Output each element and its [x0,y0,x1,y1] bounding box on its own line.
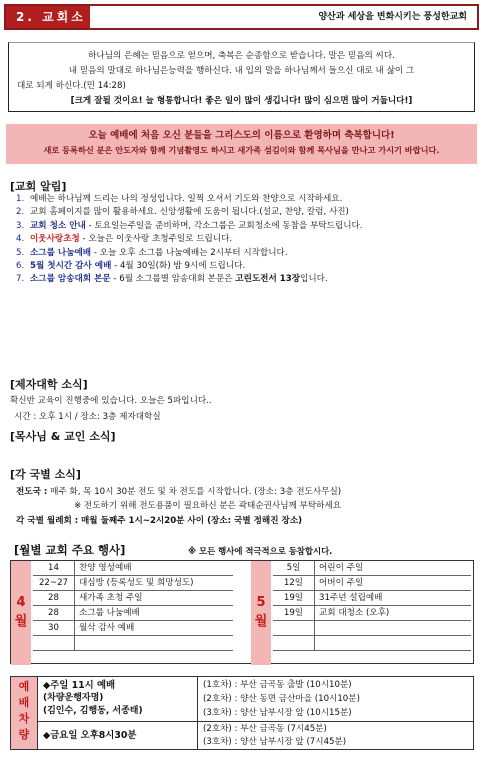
mission-line: 각 국별 월례회 : 매월 둘째주 1시~2시20분 사이 (장소: 국별 정해진 장소) [16,516,303,526]
disciple-line: 시간 : 오후 1시 / 장소: 3층 제자대학실 [14,412,161,422]
mission-line: 전도국 : 매주 화, 목 10시 30분 전도 및 차 전도를 시작합니다. (장소: 3층 전도사무실) [16,487,342,497]
table-row: 5일 어린이 주일 [273,561,471,576]
mission-note: ※ 전도하기 위해 전도용품이 필요하신 분은 곽태순권사님께 부탁하세요 [74,501,342,511]
section-tag: 2. 교회소식 [6,6,90,28]
table-row: 22~27 대심방 (등록성도 및 희망성도) [33,576,233,591]
table-row [273,621,471,636]
sunday-service-title: ◆주일 11시 예배 [43,680,116,691]
route-item: (1호차) : 부산 금곡동 출발 (10시10분) [203,680,352,690]
verse-line: 하나님의 은혜는 믿음으로 얻으며, 축복은 순종함으로 받습니다. 말은 믿음의 씨다. [88,51,395,61]
verse-motto: [크게 잘될 것이요! 늘 형통합니다! 좋은 일이 많이 생깁니다! 많이 심으면 많이 거둡니다!] [70,96,413,106]
disciple-line: 확신반 교육이 진행중에 있습니다. 오늘은 5파입니다.. [10,396,212,406]
schedule-table [10,560,474,664]
news-list [16,193,476,287]
route-item: (3호차) : 양산 남부시장 앞 (10시15분) [203,708,352,718]
schedule-note: ※ 모든 행사에 적극적으로 동참합시다. [188,546,333,556]
pastor-title: [목사님 & 교인 소식] [10,430,116,443]
table-row: 19일 31주년 설립예배 [273,591,471,606]
route-item: (2호차) : 부산 금곡동 (7시45분) [203,724,327,734]
table-row: 30 월삭 감사 예배 [33,621,233,636]
table-row [273,636,471,651]
vehicle-label: 예 배 차 량 [11,677,37,749]
list-item: 6. 5월 첫시간 감사 예배 - 4월 30일(화) 밤 9시에 드립니다. [16,261,246,272]
driver-names: (김인수, 김행동, 서종태) [43,706,143,716]
table-row: 14 찬양 영성예배 [33,561,233,576]
news-title: [교회 알림] [10,180,67,193]
list-item: 4. 이웃사랑초청 - 오늘은 이웃사랑 초청주일로 드립니다. [16,234,233,245]
table-row: 28 새가족 초청 주일 [33,591,233,606]
mission-title: [각 국별 소식] [10,468,81,481]
month-label-april: 4 월 [11,561,31,665]
route-item: (2호차) : 양산 동면 금산마을 (10시10분) [203,694,360,704]
section-header [4,4,479,46]
verse-line: 대로 되게 하신다.(민 14:28) [17,81,126,91]
list-item: 2. 교회 홈페이지를 많이 활용하세요. 신앙생활에 도움이 됩니다.(설교, 찬양, 칼럼, 사진) [16,207,349,218]
church-slogan: 양산과 세상을 변화시키는 풍성한교회 [318,12,467,22]
vehicle-table [10,676,474,750]
welcome-line: 새로 등록하신 분은 안도자와 함께 기념촬영도 하시고 새가족 섬김이와 함께 목사님을 만나고 가시기 바랍니다. [43,145,440,155]
friday-service-title: ◆금요일 오후8시30분 [43,730,137,741]
list-item: 3. 교회 청소 안내 - 토요일는주일을 준비하며, 각소그룹은 교회청소에 동참을 부탁드립니다. [16,220,363,231]
list-item: 5. 소그룹 나눔예배 - 오늘 오후 소그룹 나눔예배는 2시부터 시작합니다. [16,247,288,258]
table-row: 28 소그룹 나눔예배 [33,606,233,621]
welcome-line: 오늘 예배에 처음 오신 분들을 그리스도의 이름으로 환영하며 축복합니다! [88,130,395,141]
verse-box [8,42,475,112]
welcome-banner [6,124,477,164]
divider [197,677,198,749]
disciple-title: [제자대학 소식] [10,378,88,391]
route-item: (3호차) : 양산 남부시장 앞 (7시45분) [203,737,347,747]
list-item: 7. 소그룹 암송대회 본문 - 6월 소그룹별 암송대회 본문은 고린도전서 13장입니다. [16,274,328,285]
month-label-may: 5 월 [251,561,271,665]
list-item: 1. 예배는 하나님께 드리는 나의 정성입니다. 일찍 오셔서 기도와 찬양으로 시작하세요. [16,194,343,204]
table-row: 19일 교회 대청소 (오후) [273,606,471,621]
table-row [33,636,233,651]
divider [37,677,38,749]
table-row: 12일 어버이 주일 [273,576,471,591]
verse-line: 내 믿음의 말대로 하나님은능력을 행하신다. 내 입의 말을 하나님께서 들으신 대로 내 삶이 그 [68,66,415,76]
divider [37,721,473,722]
schedule-title: [월별 교회 주요 행사] [14,543,126,557]
driver-label: (차량운행자명) [43,693,104,703]
